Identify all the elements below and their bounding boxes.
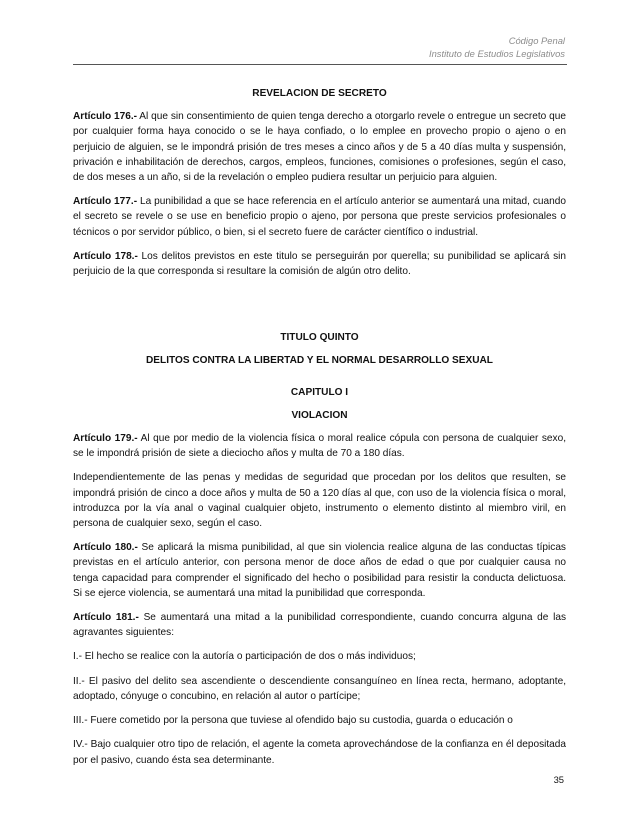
article-178-text: Los delitos previstos en este titulo se perseguirán por querella; su punibilidad se aplicará sin perjuicio de la que corresponda si resultare la comisión de algún otro delito. xyxy=(73,250,566,278)
header-rule xyxy=(73,64,567,65)
header-code-title: Código Penal xyxy=(508,35,565,46)
capitulo-subtitle: VIOLACION xyxy=(291,409,348,421)
article-177 xyxy=(73,194,566,240)
capitulo-heading: CAPITULO I xyxy=(290,386,349,398)
list-item-4: IV.- Bajo cualquier otro tipo de relación, el agente la cometa aprovechándose de la confianza en él depositada por el pasivo, cuando ésta sea determinante. xyxy=(73,739,566,766)
article-176-label: Artículo 176.- xyxy=(73,111,137,123)
article-178 xyxy=(73,249,566,279)
article-177-text: La punibilidad a que se hace referencia en el artículo anterior se aumentará una mitad, cuando el secreto se revele o se use en beneficio propio o ajeno, por persona que preste servicios profesionales o técnicos o por servidor público, o bien, si el secreto fuere de carácter científico o industrial. xyxy=(73,196,566,238)
page-number: 35 xyxy=(553,774,564,785)
article-181 xyxy=(73,610,566,640)
article-178-label: Artículo 178.- xyxy=(73,250,138,262)
article-181-label: Artículo 181.- xyxy=(73,612,139,624)
article-177-label: Artículo 177.- xyxy=(73,196,138,208)
list-item-1: I.- El hecho se realice con la autoría o participación de dos o más individuos; xyxy=(73,651,416,663)
article-176 xyxy=(73,109,566,185)
article-180 xyxy=(73,540,566,601)
list-item-3: III.- Fuere cometido por la persona que tuviese al ofendido bajo su custodia, guarda o educación o xyxy=(73,715,513,727)
running-header xyxy=(429,34,565,60)
article-179 xyxy=(73,431,566,461)
article-179-paragraph-2: Independientemente de las penas y medidas de seguridad que procedan por los delitos que resulten, se impondrá prisión de cinco a doce años y multa de 50 a 120 días al que, con uso de la violencia física o moral, introduzca por la vía anal o vaginal cualquier objeto, instrumento o elemento distinto al miembro viril, en persona de cualquier sexo, según el caso. xyxy=(73,472,566,530)
article-176-text: Al que sin consentimiento de quien tenga derecho a otorgarlo revele o entregue un secreto que por cualquier forma haya conocido o se le haya confiado, o lo emplee en provecho propio o ajeno o en perjuicio de alguien, se le impondrá prisión de tres meses a cinco años y de 5 a 40 días multa y suspensión, privación e inhabilitación de derechos, cargos, empleos, funciones, comisiones o profesiones, según el caso, de dos meses a un año, si de la revelación o empleo pudiera resultar un perjuicio para alguien. xyxy=(73,111,566,184)
article-179-text: Al que por medio de la violencia física o moral realice cópula con persona de cualquier sexo, se le impondrá prisión de siete a dieciocho años y multa de 70 a 180 días. xyxy=(73,433,566,460)
section-heading-revelacion: REVELACION DE SECRETO xyxy=(252,88,387,99)
article-181-text: Se aumentará una mitad a la punibilidad correspondiente, cuando concurra alguna de las agravantes siguientes: xyxy=(73,612,566,639)
list-item-2: II.- El pasivo del delito sea ascendiente o descendiente consanguíneo en línea recta, hermano, adoptante, adoptado, cónyuge o concubino, en relación al autor o partícipe; xyxy=(73,675,566,702)
titulo-subtitle: DELITOS CONTRA LA LIBERTAD Y EL NORMAL DESARROLLO SEXUAL xyxy=(146,355,493,367)
article-180-label: Artículo 180.- xyxy=(73,542,138,554)
body-text xyxy=(73,86,566,768)
article-180-text: Se aplicará la misma punibilidad, al que sin violencia realice alguna de las conductas típicas previstas en el artículo anterior, con persona menor de doce años de edad o que por cualquier causa no tenga capacidad para comprender el significado del hecho o posibilidad para resistir la conducta delictuosa. Si se ejerce violencia, se aumentará una mitad la punibilidad que corresponda. xyxy=(73,542,566,599)
article-179-label: Artículo 179.- xyxy=(73,433,138,445)
titulo-heading: TITULO QUINTO xyxy=(280,332,359,344)
header-institute: Instituto de Estudios Legislativos xyxy=(428,48,565,59)
